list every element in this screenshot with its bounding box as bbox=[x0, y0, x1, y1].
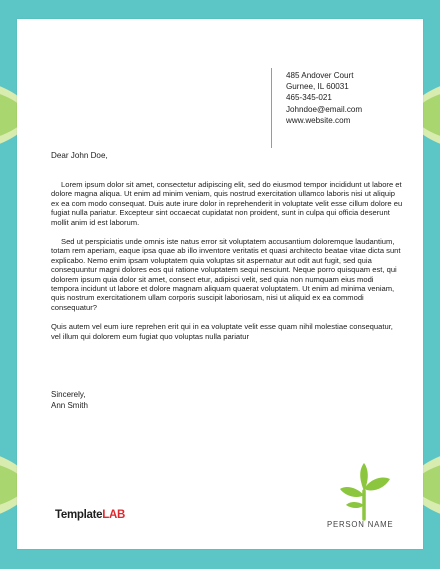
address-divider bbox=[271, 68, 272, 148]
address-email[interactable]: Johndoe@email.com bbox=[286, 104, 363, 114]
logo-accent: LAB bbox=[102, 509, 125, 521]
sender-address bbox=[286, 70, 362, 126]
closing-text: Sincerely, bbox=[51, 390, 86, 399]
address-website[interactable]: www.website.com bbox=[286, 115, 351, 125]
closing-block bbox=[51, 390, 88, 411]
logo-primary: Template bbox=[55, 509, 103, 521]
salutation: Dear John Doe, bbox=[51, 151, 108, 160]
letter-page bbox=[17, 19, 423, 549]
signer-name: Ann Smith bbox=[51, 400, 88, 410]
paragraph-2: Sed ut perspiciatis unde omnis iste natus error sit voluptatem accusantium doloremque laudantium, totam rem aperiam, eaque ipsa quae ab illo inventore veritatis et quasi architecto beatae vitae dicta sunt explicabo. Nemo enim ipsam voluptatem quia voluptas sit aspernatur aut odit aut fugit, sed quia consequuntur magni dolores eos qui ratione voluptatem sequi nesciunt. Neque porro quisquam est, qui dolorem ipsum quia dolor sit amet, consect etur, adipisci velit, sed quia non numquam eius modi tempora incidunt ut labore et dolore magnam aliquam quaerat voluptatem. Ut enim ad minima veniam, quis nostrum exercitationem ullam corporis suscipit laboriosam, nisi ut aliquid ex ea commodi consequatur? bbox=[51, 237, 401, 312]
templatelab-logo bbox=[55, 509, 125, 521]
letter-body bbox=[51, 180, 403, 351]
address-street: 485 Andover Court bbox=[286, 71, 354, 80]
paragraph-3: Quis autem vel eum iure reprehen erit qui in ea voluptate velit esse quam nihil molestiae consequatur, vel illum qui dolorem eum fugiat quo voluptas nulla pariatur bbox=[51, 322, 393, 341]
address-city: Gurnee, IL 60031 bbox=[286, 82, 349, 92]
logo-wordmark bbox=[55, 509, 125, 521]
plant-icon bbox=[336, 461, 392, 521]
paragraph-1: Lorem ipsum dolor sit amet, consectetur adipiscing elit, sed do eiusmod tempor incididunt ut labore et dolore magna aliqua. Ut enim ad minim veniam, quis nostrud exercitation ullamco laboris nisi ut aliquip ex ea com modo consequat. Duis aute irure dolor in reprehenderit in voluptate velit esse cillum dolore eu fugiat nulla pariatur. Excepteur sint occaecat cupidatat non proident, sunt in culpa qui officia deserunt mollit anim id est laborum. bbox=[51, 180, 403, 227]
address-phone: 465-345-021 bbox=[286, 93, 332, 103]
person-name: PERSON NAME bbox=[327, 520, 394, 529]
